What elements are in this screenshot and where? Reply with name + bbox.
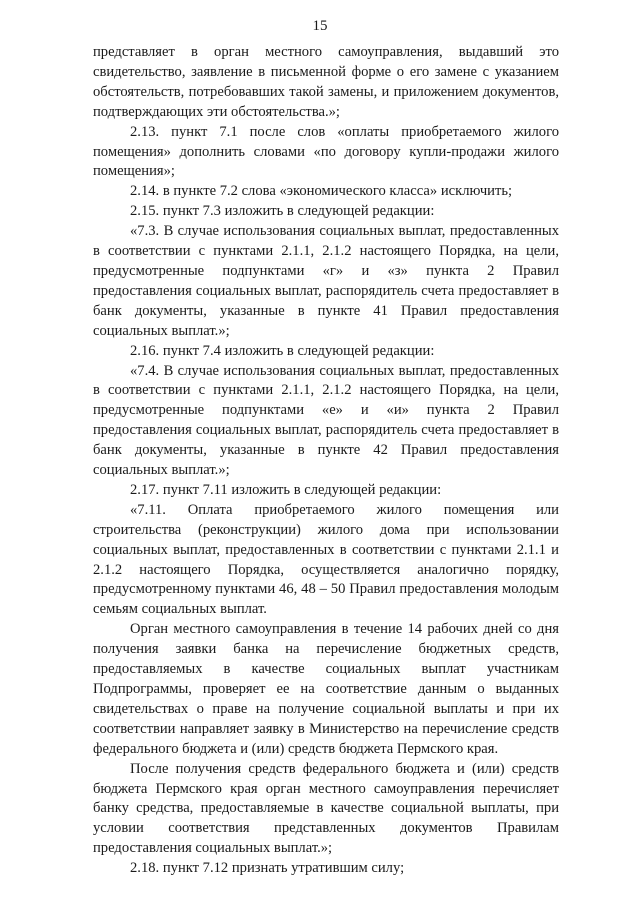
paragraph: 2.16. пункт 7.4 изложить в следующей редакции: (130, 342, 435, 359)
paragraph: «7.11. Оплата приобретаемого жилого помещения или строительства (реконструкции) жилого дома при использовании социальных выплат, предоставленных в соответствии с пунктами 2.1.1 и 2.1.2 настоящего Порядка, осуществляется аналогично порядку, предусмотренному пунктами 46, 48 – 50 Правил предоставления молодым семьям социальных выплат. (93, 501, 559, 618)
paragraph: Орган местного самоуправления в течение 14 рабочих дней со дня получения заявки банка на перечисление бюджетных средств, предоставляемых в качестве социальных выплат участникам Подпрограммы, проверяет ее на соответствие данным о выданных свидетельствах о праве на получение социальной выплаты и при их соответствии направляет заявку в Министерство на перечисление средств федерального бюджета и (или) средств бюджета Пермского края. (93, 621, 559, 757)
paragraph: 2.13. пункт 7.1 после слов «оплаты приобретаемого жилого помещения» дополнить словами «по договору купли-продажи жилого помещения»; (93, 123, 559, 180)
paragraph: После получения средств федерального бюджета и (или) средств бюджета Пермского края орган местного самоуправления перечисляет банку средства, предоставляемые в качестве социальной выплаты, при условии соответствия представленных документов Правилам предоставления социальных выплат.»; (93, 760, 559, 857)
paragraph: представляет в орган местного самоуправления, выдавший это свидетельство, заявление в письменной форме о его замене с указанием обстоятельств, потребовавших такой замены, и приложением документов, подтверждающих эти обстоятельства.»; (93, 44, 559, 120)
paragraph: 2.17. пункт 7.11 изложить в следующей редакции: (130, 481, 442, 498)
paragraph: 2.14. в пункте 7.2 слова «экономического класса» исключить; (130, 183, 513, 200)
paragraph: «7.4. В случае использования социальных выплат, предоставленных в соответствии с пунктами 2.1.1, 2.1.2 настоящего Порядка, на цели, предусмотренные подпунктами «е» и «и» пункта 2 Правил предоставления социальных выплат, распорядитель счета предоставляет в банк документы, указанные в пункте 42 Правил предоставления социальных выплат.»; (93, 362, 559, 479)
paragraph: 2.18. пункт 7.12 признать утратившим силу; (130, 860, 405, 877)
paragraph: 2.15. пункт 7.3 изложить в следующей редакции: (130, 203, 435, 220)
document-body (93, 43, 559, 879)
paragraph: «7.3. В случае использования социальных выплат, предоставленных в соответствии с пунктами 2.1.1, 2.1.2 настоящего Порядка, на цели, предусмотренные подпунктами «г» и «з» пункта 2 Правил предоставления социальных выплат, распорядитель счета предоставляет в банк документы, указанные в пункте 41 Правил предоставления социальных выплат.»; (93, 223, 559, 339)
page-number: 15 (312, 18, 328, 34)
